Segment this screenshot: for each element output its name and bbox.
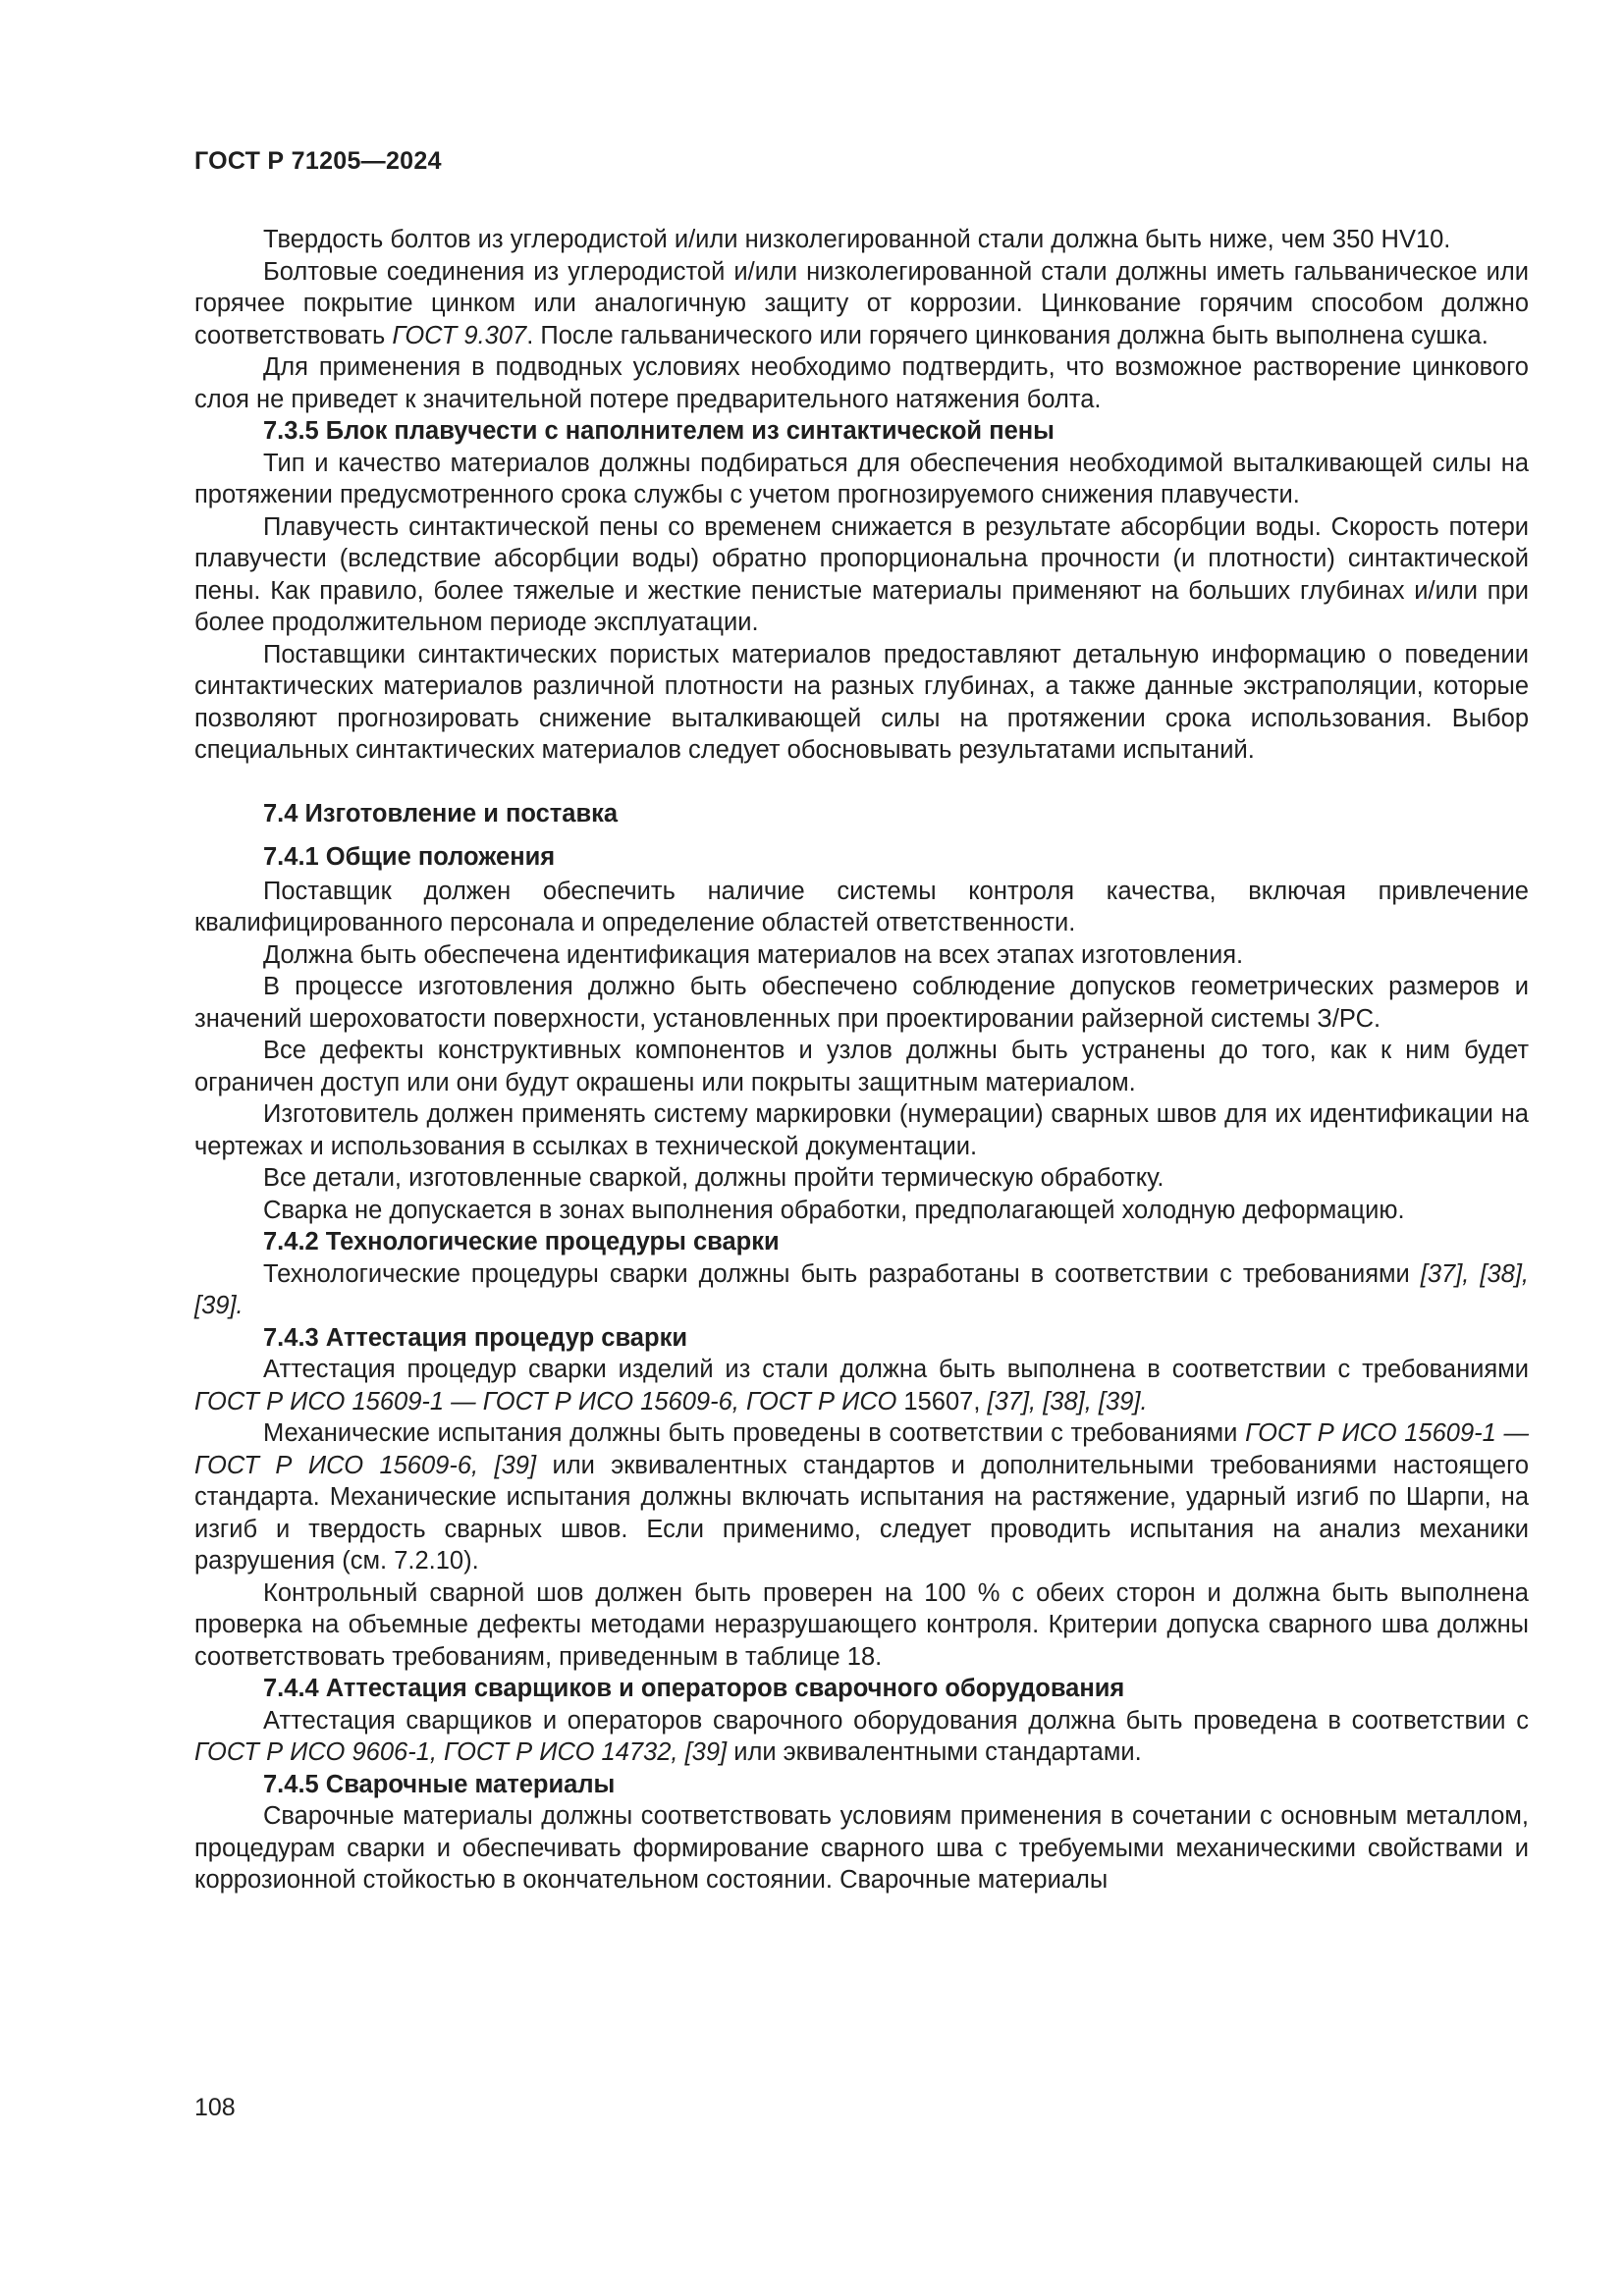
section-heading-7-4-1: 7.4.1 Общие положения [263, 843, 556, 871]
paragraph: Твердость болтов из углеродистой и/или низколегированной стали должна быть ниже, чем 350 HV10. [263, 226, 1451, 253]
paragraph: В процессе изготовления должно быть обеспечено соблюдение допусков геометрических размеров и значений шероховатости поверхности, установленных при проектировании райзерной системы З/РС. [194, 973, 1529, 1033]
paragraph: Поставщики синтактических пористых материалов предоставляют детальную информацию о поведении синтактических материалов различной плотности на разных глубинах, а также данные экстраполяции, которые позволяют прогнозировать снижение выталкивающей силы на протяжении срока использования. Выбор специальных синтактических материалов следует обосновывать результатами испытаний. [194, 640, 1529, 764]
paragraph: Технологические процедуры сварки должны быть разработаны в соответствии с требованиями [37], [38], [39]. [194, 1259, 1529, 1319]
paragraph: Механические испытания должны быть проведены в соответствии с требованиями ГОСТ Р ИСО 15609-1 — ГОСТ Р ИСО 15609-6, [39] или эквивалентных стандартов и дополнительными требованиями настоящего стандарта. Механические испытания должны включать испытания на растяжение, ударный изгиб по Шарпи, на изгиб и твердость сварных швов. Если применимо, следует проводить испытания на анализ механики разрушения (см. 7.2.10). [194, 1419, 1529, 1575]
standard-reference: ГОСТ 9.307 [392, 321, 527, 349]
paragraph: Для применения в подводных условиях необходимо подтвердить, что возможное растворение цинкового слоя не приведет к значительной потере предварительного натяжения болта. [194, 353, 1529, 413]
section-heading-7-4-3: 7.4.3 Аттестация процедур сварки [263, 1323, 688, 1352]
standard-reference: ГОСТ Р ИСО 9606-1, ГОСТ Р ИСО 14732, [39] [194, 1738, 728, 1766]
standard-reference: [37], [38], [39]. [987, 1387, 1148, 1415]
section-heading-7-4: 7.4 Изготовление и поставка [263, 799, 619, 828]
page-number: 108 [194, 2094, 236, 2121]
paragraph: Тип и качество материалов должны подбираться для обеспечения необходимой выталкивающей силы на протяжении предусмотренного срока службы с учетом прогнозируемого снижения плавучести. [194, 449, 1529, 508]
section-heading-7-4-5: 7.4.5 Сварочные материалы [263, 1770, 616, 1798]
paragraph: Изготовитель должен применять систему маркировки (нумерации) сварных швов для их идентификации на чертежах и использования в ссылках в технической документации. [194, 1100, 1529, 1160]
paragraph: Аттестация сварщиков и операторов сварочного оборудования должна быть проведена в соответствии с ГОСТ Р ИСО 9606-1, ГОСТ Р ИСО 14732, [39] или эквивалентными стандартами. [194, 1706, 1529, 1766]
paragraph: Аттестация процедур сварки изделий из стали должна быть выполнена в соответствии с требованиями ГОСТ Р ИСО 15609-1 — ГОСТ Р ИСО 15609-6, ГОСТ Р ИСО 15607, [37], [38], [39]. [194, 1356, 1529, 1415]
standard-reference: ГОСТ Р ИСО 15609-1 — ГОСТ Р ИСО 15609-6, ГОСТ Р ИСО [194, 1387, 897, 1415]
section-heading-7-4-4: 7.4.4 Аттестация сварщиков и операторов сварочного оборудования [263, 1675, 1125, 1702]
paragraph: Сварочные материалы должны соответствовать условиям применения в сочетании с основным металлом, процедурам сварки и обеспечивать формирование сварного шва с требуемыми механическими свойствами и коррозионной стойкостью в окончательном состоянии. Сварочные материалы [194, 1802, 1529, 1894]
document-code-header: ГОСТ Р 71205—2024 [194, 147, 442, 175]
paragraph: Болтовые соединения из углеродистой и/или низколегированной стали должны иметь гальваническое или горячее покрытие цинком или аналогичную защиту от коррозии. Цинкование горячим способом должно соответствовать ГОСТ 9.307. После гальванического или горячего цинкования должна быть выполнена сушка. [194, 257, 1529, 349]
standard-reference: [37], [38], [39]. [194, 1259, 1529, 1319]
standard-reference: ГОСТ Р ИСО 15609-1 — ГОСТ Р ИСО 15609-6, [39] [194, 1419, 1529, 1479]
paragraph: Все детали, изготовленные сваркой, должны пройти термическую обработку. [263, 1164, 1164, 1192]
paragraph: Сварка не допускается в зонах выполнения обработки, предполагающей холодную деформацию. [263, 1196, 1405, 1224]
paragraph: Контрольный сварной шов должен быть проверен на 100 % с обеих сторон и должна быть выполнена проверка на объемные дефекты методами неразрушающего контроля. Критерии допуска сварного шва должны соответствовать требованиям, приведенным в таблице 18. [194, 1578, 1529, 1671]
paragraph: Поставщик должен обеспечить наличие системы контроля качества, включая привлечение квалифицированного персонала и определение областей ответственности. [194, 877, 1529, 936]
paragraph: Плавучесть синтактической пены со временем снижается в результате абсорбции воды. Скорость потери плавучести (вследствие абсорбции воды) обратно пропорциональна прочности (и плотности) синтактической пены. Как правило, более тяжелые и жесткие пенистые материалы применяют на больших глубинах и/или при более продолжительном периоде эксплуатации. [194, 512, 1529, 636]
section-heading-7-3-5: 7.3.5 Блок плавучести с наполнителем из синтактической пены [263, 417, 1055, 445]
paragraph: Все дефекты конструктивных компонентов и узлов должны быть устранены до того, как к ним будет ограничен доступ или они будут окрашены или покрыты защитным материалом. [194, 1037, 1529, 1096]
paragraph: Должна быть обеспечена идентификация материалов на всех этапах изготовления. [263, 940, 1244, 969]
document-body [194, 224, 1529, 1896]
section-heading-7-4-2: 7.4.2 Технологические процедуры сварки [263, 1228, 780, 1255]
